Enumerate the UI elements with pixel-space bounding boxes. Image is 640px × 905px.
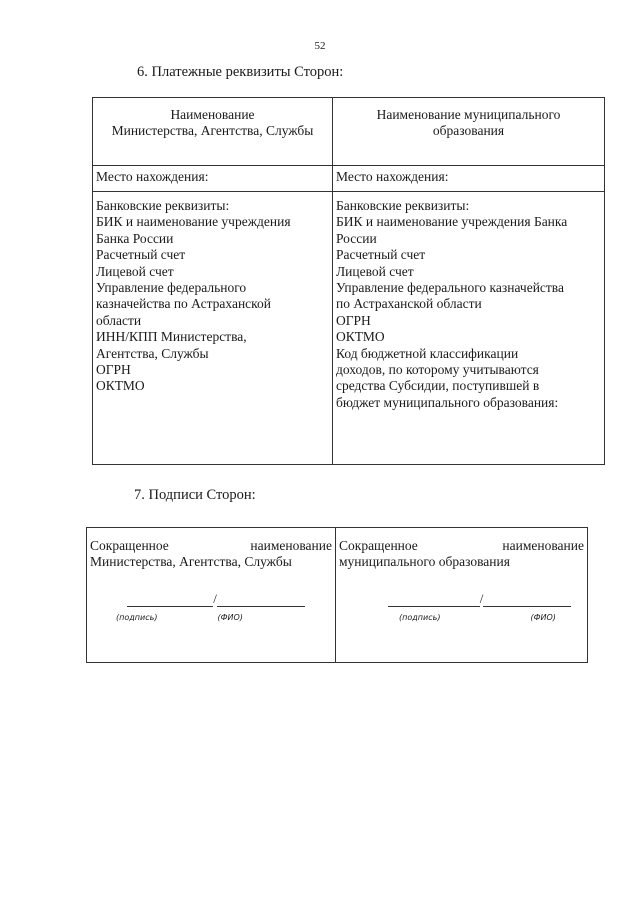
bank-detail-line: Лицевой счет <box>96 263 174 279</box>
bank-detail-line: Расчетный счет <box>96 247 186 263</box>
bank-detail-line: бюджет муниципального образования: <box>336 394 559 410</box>
payment-details-table <box>92 97 605 465</box>
bank-detail-line: Код бюджетной классификации <box>336 345 519 361</box>
section-title-signatures: 7. Подписи Сторон: <box>134 487 256 503</box>
bank-detail-line: ОГРН <box>336 312 371 328</box>
signature-separator: / <box>213 590 217 606</box>
municipality-signature-cell <box>336 528 588 663</box>
name-blank <box>217 594 305 607</box>
bank-detail-line: Управление федерального <box>96 280 247 296</box>
bank-detail-line: области <box>96 312 142 328</box>
municipality-short-name: муниципального образования <box>339 554 510 570</box>
bank-detail-line: ИНН/КПП Министерства, <box>96 329 247 345</box>
table-row <box>93 166 605 192</box>
location-field: Место нахождения: <box>333 166 605 192</box>
page-number: 52 <box>314 40 326 52</box>
bank-detail-line: по Астраханской области <box>336 296 482 312</box>
bank-detail-line: Расчетный счет <box>336 247 426 263</box>
bank-detail-line: России <box>336 230 377 246</box>
signature-line <box>100 591 332 607</box>
bank-detail-line: средства Субсидии, поступившей в <box>336 378 540 394</box>
table-row <box>93 192 605 465</box>
bank-detail-line: БИК и наименование учреждения Банка <box>336 214 568 230</box>
municipality-name-header <box>333 98 605 166</box>
location-field: Место нахождения: <box>93 166 333 192</box>
table-row <box>93 98 605 166</box>
signatures-table <box>86 527 588 663</box>
full-name-caption: (ФИО) <box>217 613 243 623</box>
signature-blank <box>127 594 213 607</box>
bank-detail-line: Банковские реквизиты: <box>336 198 470 213</box>
bank-detail-line: ОКТМО <box>336 329 385 345</box>
bank-detail-line: доходов, по которому учитываются <box>336 362 539 378</box>
header-line: Наименование <box>170 107 255 122</box>
section-title-payment-details: 6. Платежные реквизиты Сторон: <box>137 64 344 80</box>
signature-captions <box>90 610 332 626</box>
bank-detail-line: БИК и наименование учреждения <box>96 214 291 230</box>
bank-detail-line: Лицевой счет <box>336 263 414 279</box>
header-line: образования <box>432 123 505 139</box>
bank-detail-line: казначейства по Астраханской <box>96 296 272 312</box>
bank-detail-line: Банковские реквизиты: <box>96 198 230 213</box>
signature-blank <box>388 594 480 607</box>
signature-line <box>375 591 584 607</box>
bank-detail-line: ОГРН <box>96 362 131 378</box>
short-name-line <box>90 538 332 554</box>
short-name-word: наименование <box>502 538 584 553</box>
bank-details-ministry <box>93 192 333 465</box>
bank-detail-line: Банка России <box>96 230 174 246</box>
short-name-word: Сокращенное <box>90 538 169 553</box>
full-name-caption: (ФИО) <box>530 613 556 623</box>
signature-captions <box>339 610 584 626</box>
header-line: Министерства, Агентства, Службы <box>111 123 314 139</box>
bank-detail-line: ОКТМО <box>96 378 145 394</box>
ministry-short-name: Министерства, Агентства, Службы <box>90 554 292 570</box>
bank-detail-line: Управление федерального казначейства <box>336 280 564 296</box>
ministry-name-header <box>93 98 333 166</box>
short-name-line <box>339 538 584 554</box>
bank-details-municipality <box>333 192 605 465</box>
short-name-word: Сокращенное <box>339 538 418 553</box>
ministry-signature-cell <box>87 528 336 663</box>
signature-separator: / <box>479 590 484 606</box>
name-blank <box>483 594 571 607</box>
table-row <box>87 528 588 663</box>
header-line: Наименование муниципального <box>376 107 561 122</box>
short-name-word: наименование <box>250 538 332 553</box>
bank-detail-line: Агентства, Службы <box>96 345 209 361</box>
signature-caption: (подпись) <box>399 613 441 623</box>
signature-caption: (подпись) <box>116 613 158 623</box>
